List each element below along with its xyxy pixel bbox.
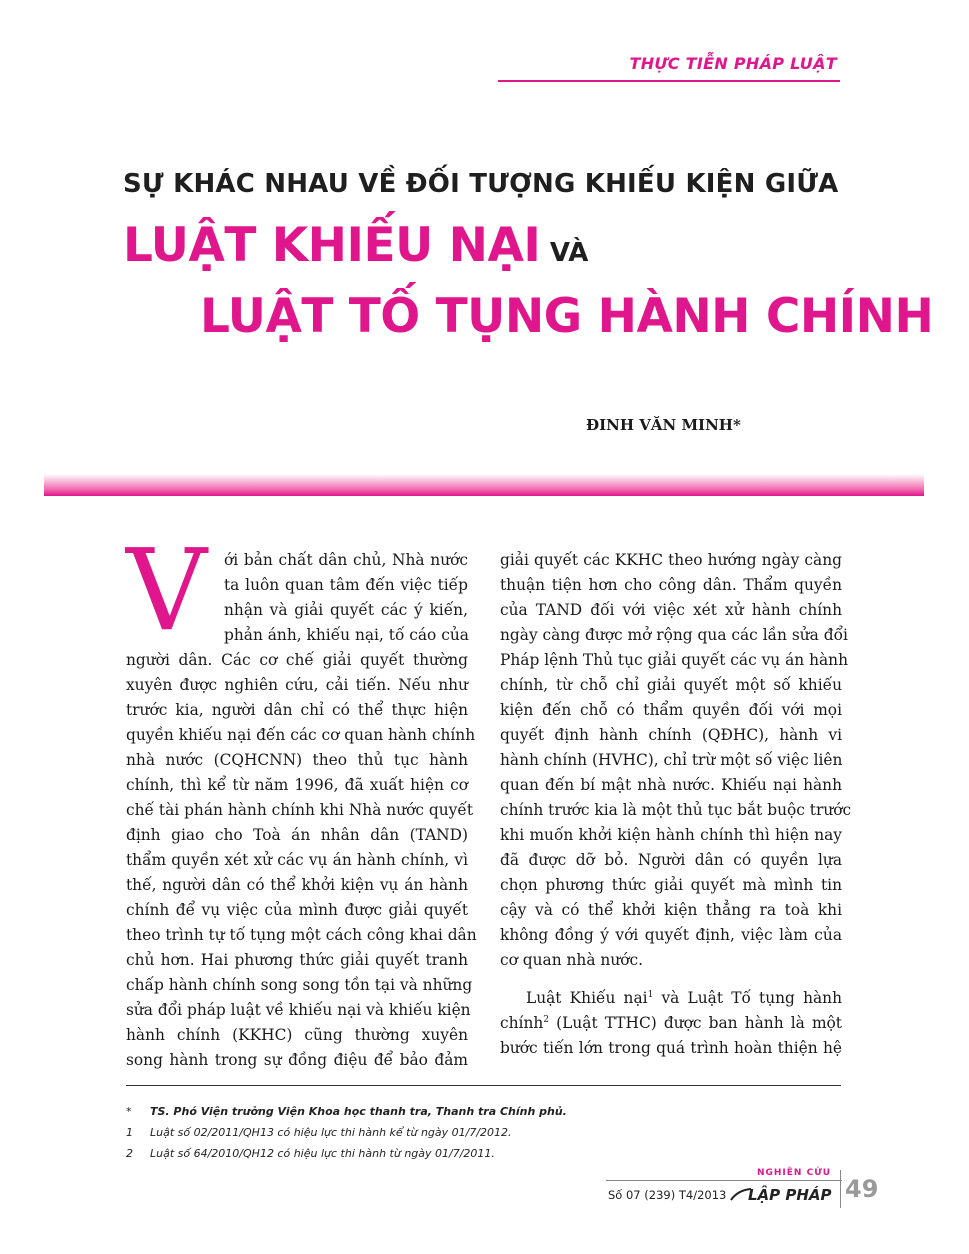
text-line: đã được dỡ bỏ. Người dân có quyền lựa [500, 851, 842, 869]
title-top: SỰ KHÁC NHAU VỀ ĐỐI TƯỢNG KHIẾU KIỆN GIỮA [123, 169, 839, 199]
text-line: thế, người dân có thể khởi kiện vụ án hành [126, 876, 468, 894]
footnote-ref-1: 1 [647, 989, 654, 1000]
text-line: Luật Khiếu nại$^1$ và Luật Tố tụng hành [526, 989, 842, 1007]
text-line: nhận và giải quyết các ý kiến, [224, 601, 468, 619]
page-separator [840, 1170, 841, 1208]
text-line: Pháp lệnh Thủ tục giải quyết các vụ án hành [500, 651, 848, 669]
text-line: kiện đến chỗ có thẩm quyền đối với mọi [500, 701, 842, 719]
issue-number: Số 07 (239) T4/2013 [608, 1188, 727, 1202]
footnote-1: 1 Luật số 02/2011/QH13 có hiệu lực thi hành kể từ ngày 01/7/2012. [126, 1126, 512, 1139]
body-column-left [126, 548, 477, 1073]
text-line: chính, từ chỗ chỉ giải quyết một số khiếu [500, 676, 842, 694]
title-connector: VÀ [549, 238, 589, 268]
text-line: sửa đổi pháp luật về khiếu nại và khiếu kiện [126, 1001, 471, 1019]
text-line: chính, thì kể từ năm 1996, đã xuất hiện cơ [126, 776, 468, 794]
text-line: trước kia, người dân chỉ có thể thực hiện [126, 701, 468, 719]
footer-rule [606, 1180, 842, 1181]
drop-cap: V [126, 526, 207, 656]
text-line: giải quyết các KKHC theo hướng ngày càng [500, 551, 842, 569]
text-line: chính$^2$ (Luật TTHC) được ban hành là một [500, 1014, 842, 1032]
text-line: định giao cho Toà án nhân dân (TAND) [126, 826, 468, 844]
footnote-rule [126, 1085, 841, 1086]
text-line: chính trước kia là một thủ tục bắt buộc trước [500, 801, 852, 819]
title-main-2: LUẬT TỐ TỤNG HÀNH CHÍNH [200, 289, 934, 344]
text-line: khi muốn khởi kiện hành chính thì hiện nay [500, 826, 842, 844]
title-line-1 [123, 218, 588, 273]
text-line: ta luôn quan tâm đến việc tiếp [224, 576, 468, 594]
text-line: song hành trong sự đồng điệu để bảo đảm [126, 1051, 468, 1069]
body-column-right [500, 548, 852, 1061]
section-label: THỰC TIỄN PHÁP LUẬT [629, 54, 837, 73]
text-line: quyết định hành chính (QĐHC), hành vi [500, 726, 842, 744]
title-main-1: LUẬT KHIẾU NẠI [123, 218, 541, 273]
text-line: hành chính (HVHC), chỉ trừ một số việc liên [500, 751, 843, 769]
text-line: chế tài phán hành chính khi Nhà nước quyết [126, 801, 474, 819]
text-line: nhà nước (CQHCNN) theo thủ tục hành [126, 751, 468, 769]
text-line: thuận tiện hơn cho công dân. Thẩm quyền [500, 576, 842, 594]
paragraph-1-continued [500, 548, 852, 973]
text-line: không đồng ý với quyết định, việc làm của [500, 926, 842, 944]
text-line: cơ quan nhà nước. [500, 951, 644, 969]
text-line: thẩm quyền xét xử các vụ án hành chính, vì [126, 851, 468, 869]
text-line: chính để vụ việc của mình được giải quyết [126, 901, 468, 919]
section-rule [498, 80, 840, 82]
journal-name-top: NGHIÊN CỨU [756, 1168, 832, 1178]
text-line: hành chính (KKHC) cũng thường xuyên [126, 1026, 468, 1044]
text-line: của TAND đối với việc xét xử hành chính [500, 601, 842, 619]
text-line: chủ hơn. Hai phương thức giải quyết tranh [126, 951, 468, 969]
text-line: chấp hành chính song song tồn tại và những [126, 976, 473, 994]
text-line: phản ánh, khiếu nại, tố cáo của [224, 626, 469, 644]
text-line: ới bản chất dân chủ, Nhà nước [224, 551, 468, 569]
footnotes [126, 1101, 841, 1164]
text-line: quan đến bí mật nhà nước. Khiếu nại hành [500, 776, 842, 794]
text-line: ngày càng được mở rộng qua các lần sửa đổi [500, 626, 848, 644]
journal-name: LẬP PHÁP [748, 1186, 832, 1204]
text-line: theo trình tự tố tụng một cách công khai dân [126, 926, 477, 944]
text-line: bước tiến lớn trong quá trình hoàn thiện hệ [500, 1039, 842, 1057]
footnote-2: 2 Luật số 64/2010/QH12 có hiệu lực thi hành từ ngày 01/7/2011. [126, 1147, 495, 1160]
paragraph-2 [500, 986, 842, 1061]
author: ĐINH VĂN MINH* [586, 416, 741, 434]
footnote-ref-2: 2 [543, 1014, 550, 1025]
page-number: 49 [845, 1175, 879, 1203]
decorative-band [44, 474, 924, 496]
text-line: người dân. Các cơ chế giải quyết thường [126, 651, 468, 669]
text-line: chọn phương thức giải quyết mà mình tin [500, 876, 842, 894]
text-line: cậy và có thể khởi kiện thẳng ra toà khi [500, 901, 842, 919]
text-line: quyền khiếu nại đến các cơ quan hành chính [126, 726, 476, 744]
footnote-author: * TS. Phó Viện trưởng Viện Khoa học thanh tra, Thanh tra Chính phủ. [126, 1105, 567, 1118]
text-line: xuyên được nghiên cứu, cải tiến. Nếu như [126, 676, 468, 694]
